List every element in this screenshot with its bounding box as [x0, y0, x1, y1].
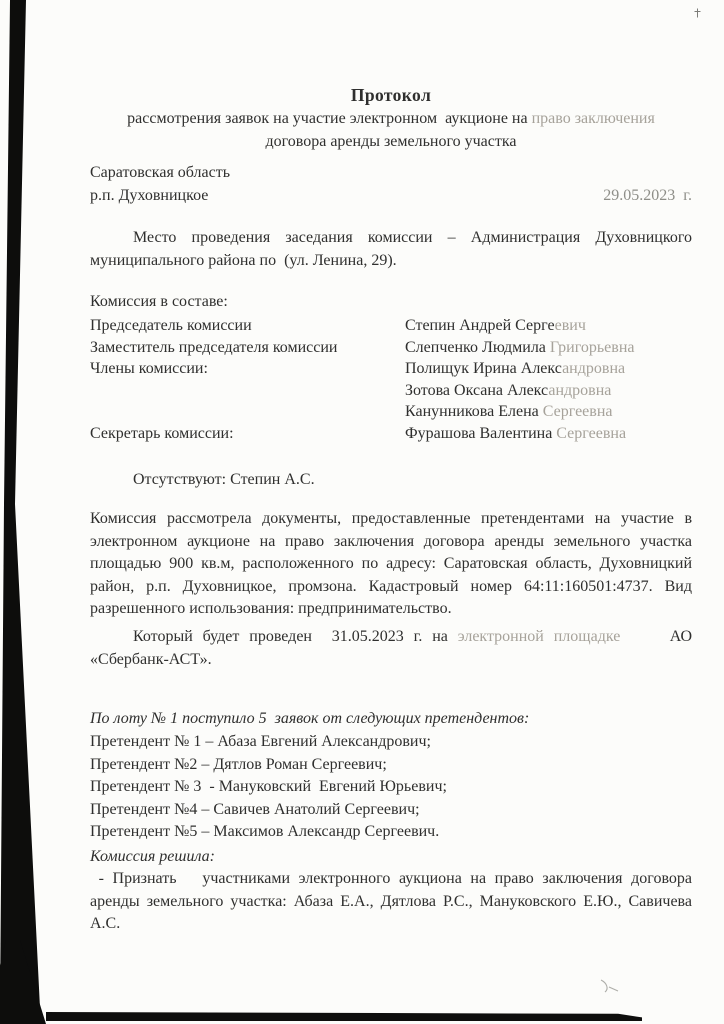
commission-role — [90, 401, 405, 423]
name-faded: Сергеевна — [542, 403, 613, 421]
subtitle-line1-main: рассмотрения заявок на участие электронном аукционе на — [127, 110, 532, 127]
applicant-line: Претендент №4 – Савичев Анатолий Сергеевич; — [90, 800, 420, 818]
name-main: Полищук Ирина Алекс — [405, 360, 563, 378]
document-title: Протокол — [350, 85, 432, 105]
auction-faded: электронной площадке — [457, 628, 621, 645]
decision-heading: Комиссия решила: — [90, 848, 215, 865]
settlement-date-row — [90, 185, 692, 208]
commission-row-chairman — [90, 315, 692, 337]
applicants-list — [90, 731, 692, 844]
scan-artifact-left-bar — [0, 0, 42, 1008]
auction-paragraph — [90, 626, 692, 671]
settlement-label: р.п. Духовницкое — [90, 187, 209, 204]
commission-row-secretary — [90, 423, 692, 445]
name-main: Канунникова Елена — [405, 403, 543, 421]
commission-row-member-1 — [90, 358, 692, 380]
commission-row-deputy — [90, 337, 692, 359]
subtitle-line1-faded: право заключения — [531, 110, 655, 127]
scan-artifact-pen-squiggle — [598, 978, 622, 1004]
name-faded: Сергеевна — [556, 424, 627, 442]
name-faded: андровна — [548, 381, 612, 399]
commission-member-name — [405, 401, 692, 423]
name-main: Степин Андрей Серге — [405, 317, 555, 334]
commission-member-name — [405, 337, 692, 359]
review-paragraph: Комиссия рассмотрела документы, предоставленные претендентами на участие в электронном аукционе на право заключения договора аренды земельного участка площадью 900 кв.м, расположенного по адресу: Саратовская область, Духовницкий район, р.п. Духовницкое, промзона. Кадастровый номер 64:11:160501:4737. Вид разрешенного использования: предпринимательство. — [90, 510, 692, 618]
applicant-line: Претендент № 1 – Абаза Евгений Александрович; — [90, 733, 431, 750]
commission-member-name — [405, 423, 692, 445]
name-main: Зотова Оксана Алекс — [405, 381, 549, 399]
venue-paragraph: Место проведения заседания комиссии – Администрация Духовницкого муниципального района по (ул. Ленина, 29). — [90, 229, 692, 269]
document-subtitle-line1 — [90, 108, 692, 131]
name-main: Слепченко Людмила — [405, 338, 550, 356]
commission-table — [90, 315, 692, 445]
document-date: 29.05.2023 г. — [603, 187, 692, 204]
region-line: Саратовская область — [90, 164, 231, 181]
commission-row-member-2 — [90, 380, 692, 402]
commission-role — [90, 380, 405, 402]
name-faded: андровна — [562, 360, 626, 378]
scan-artifact-bottom-left-wedge — [0, 940, 46, 1024]
commission-member-name — [405, 380, 692, 402]
applicant-line: Претендент №2 – Дятлов Роман Сергеевич; — [90, 755, 387, 773]
absent-line: Отсутствуют: Степин А.С. — [133, 471, 315, 488]
scan-artifact-top-right-speck — [693, 4, 702, 27]
name-faded: евич — [554, 317, 586, 334]
applicant-line: Претендент №5 – Максимов Александр Сергеевич. — [90, 823, 440, 841]
commission-role: Члены комиссии: — [90, 360, 208, 378]
name-main: Фурашова Валентина — [405, 424, 557, 442]
applicant-line: Претендент № 3 - Мануковский Евгений Юрьевич; — [90, 778, 447, 796]
commission-heading: Комиссия в составе: — [90, 293, 228, 310]
decision-paragraph: - Признать участниками электронного аукциона на право заключения договора аренды земельного участка: Абаза Е.А., Дятлова Р.С., Мануковского Е.Ю., Савичева А.С. — [90, 870, 692, 933]
commission-member-name — [405, 315, 692, 337]
commission-member-name — [405, 358, 692, 380]
scan-artifact-bottom-bar — [46, 1012, 642, 1021]
document-subtitle-line2: договора аренды земельного участка — [265, 133, 517, 150]
commission-role: Председатель комиссии — [90, 317, 252, 334]
lot-heading: По лоту № 1 поступило 5 заявок от следующих претендентов: — [90, 710, 530, 727]
commission-row-member-3 — [90, 401, 692, 423]
auction-post: АО «Сбербанк-АСТ». — [90, 628, 693, 668]
commission-role: Заместитель председателя комиссии — [90, 338, 338, 356]
name-faded: Григорьевна — [549, 338, 635, 356]
commission-role: Секретарь комиссии: — [90, 424, 234, 442]
auction-pre: Который будет проведен 31.05.2023 г. на — [133, 628, 458, 645]
